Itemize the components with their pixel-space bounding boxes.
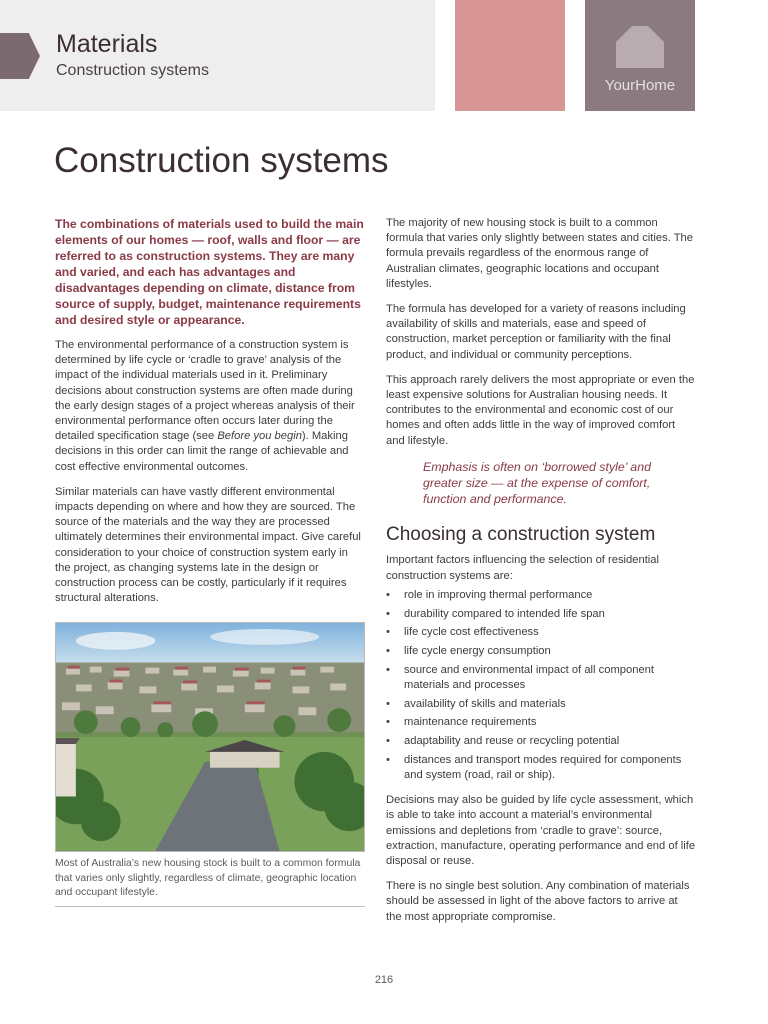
body-paragraph: Decisions may also be guided by life cycle assessment, which is able to take into account a material’s environmental emissions and depletions from ‘cradle to grave’: source, extraction, manufacture, operating performance and end of life disposal or reuse.	[386, 794, 696, 867]
body-paragraph: There is no single best solution. Any combination of materials should be assessed in light of the above factors to arrive at the most appropriate compromise.	[386, 880, 690, 923]
yourhome-logo	[585, 0, 695, 111]
list-item: • adaptability and reuse or recycling potential	[386, 734, 696, 749]
page-number: 216	[374, 974, 394, 986]
section-heading: Choosing a construction system	[386, 524, 656, 546]
list-item: • availability of skills and materials	[386, 697, 696, 712]
body-paragraph: The environmental performance of a construction system is determined by life cycle or ‘cradle to grave’ analysis of the impact of the individual materials used in it. Preliminary decisions about construction systems are often made during the early design stages of a project whereas analysis of their environmental performance often occurs later during the detailed specification stage (see Before you begin). Making decisions in this order can limit the range of achievable and cost effective environmental outcomes.	[55, 339, 355, 473]
body-paragraph: This approach rarely delivers the most appropriate or even the least expensive solutions for Australian housing needs. It contributes to the environmental and economic cost of our homes and often adds little in the way of improved comfort and lifestyle.	[386, 373, 695, 447]
photo-caption: Most of Australia’s new housing stock is built to a common formula that varies only slightly, regardless of climate, geographic location and occupant lifestyle.	[55, 857, 365, 907]
decorative-color-block	[455, 0, 565, 111]
list-item: • role in improving thermal performance	[386, 588, 696, 603]
page-title: Construction systems	[54, 141, 389, 180]
list-item: • maintenance requirements	[386, 715, 696, 730]
list-item: • durability compared to intended life span	[386, 607, 696, 622]
list-item: • life cycle cost effectiveness	[386, 625, 696, 640]
right-column	[386, 216, 696, 935]
list-item: • distances and transport modes required for components and system (road, rail or ship).	[386, 753, 696, 783]
body-paragraph: The majority of new housing stock is built to a common formula that varies only slightly between states and cities. The formula prevails regardless of the enormous range of Australian climates, geographic locations and occupant lifestyles.	[386, 217, 693, 290]
list-item: • life cycle energy consumption	[386, 644, 696, 659]
suburb-housing-photo	[55, 622, 365, 852]
cross-reference: Before you begin	[217, 430, 302, 443]
section-title: Materials	[56, 30, 158, 58]
logo-text: YourHome	[604, 77, 676, 94]
factors-intro: Important factors influencing the selection of residential construction systems are:	[386, 554, 660, 582]
body-paragraph: Similar materials can have vastly different environmental impacts depending on where and how they are sourced. The source of the materials and the way they are processed ultimately determines their environmental impact. Give careful consideration to your choice of construction system early in the project, as changing systems late in the design or construction process can be costly, particularly if it requires structural alterations.	[55, 485, 361, 605]
list-item: • source and environmental impact of all component materials and processes	[386, 663, 696, 693]
house-icon	[616, 24, 664, 68]
pull-quote: Emphasis is often on ‘borrowed style’ and greater size — at the expense of comfort, function and performance.	[423, 459, 651, 507]
body-paragraph: The formula has developed for a variety of reasons including availability of skills and materials, ease and speed of construction, market perception or familiarity with the final product, and individual or community perceptions.	[386, 303, 686, 361]
section-subtitle: Construction systems	[56, 62, 209, 79]
lead-paragraph: The combinations of materials used to build the main elements of our homes — roof, walls and floor — are referred to as construction systems. They are many and varied, and each has advantages and disadvantages depending on climate, distance from source of supply, budget, maintenance requirements and desired style or appearance.	[55, 217, 364, 327]
left-column	[55, 216, 365, 907]
factors-list	[386, 588, 696, 783]
